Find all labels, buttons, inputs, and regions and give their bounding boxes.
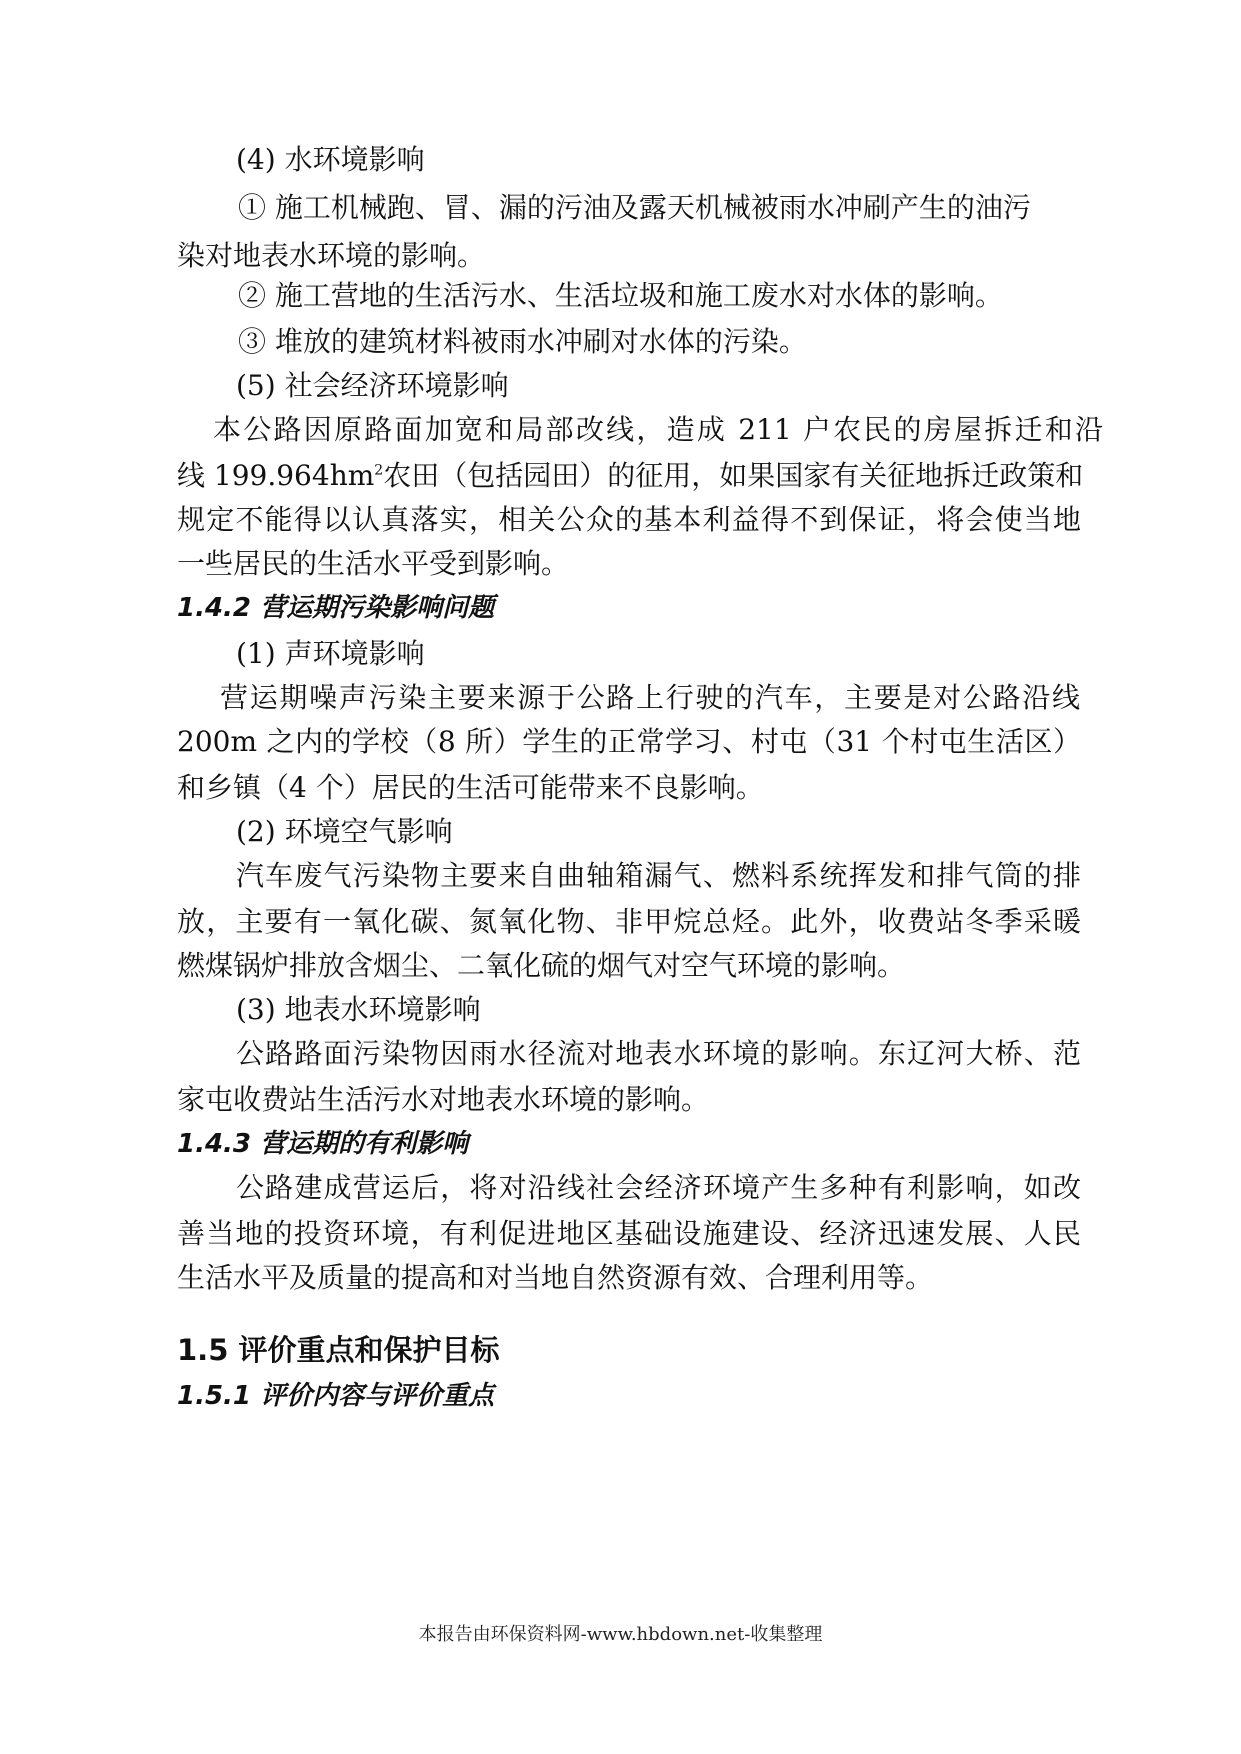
section-heading-water-impact: (4) 水环境影响	[236, 143, 425, 176]
paragraph-line	[177, 458, 1083, 494]
area-continued: 农田（包括园田）的征用，如果国家有关征地拆迁政策和	[383, 459, 1084, 492]
section-heading-surface-water: (3) 地表水环境影响	[236, 993, 481, 1026]
subsection-heading-1-5-1: 1.5.1 评价内容与评价重点	[177, 1381, 495, 1411]
section-heading-air: (2) 环境空气影响	[236, 815, 453, 848]
section-heading-1-5: 1.5 评价重点和保护目标	[177, 1333, 500, 1367]
paragraph-line: ② 施工营地的生活污水、生活垃圾和施工废水对水体的影响。	[238, 279, 1003, 312]
page-footer: 本报告由环保资料网-www.hbdown.net-收集整理	[418, 1624, 823, 1645]
section-heading-social-impact: (5) 社会经济环境影响	[236, 369, 509, 402]
paragraph-line: 善当地的投资环境，有利促进地区基础设施建设、经济迅速发展、人民	[177, 1217, 1081, 1250]
paragraph-line: 200m 之内的学校（8 所）学生的正常学习、村屯（31 个村屯生活区）	[177, 725, 1081, 758]
area-value: 线 199.964hm	[177, 459, 375, 492]
subsection-heading-1-4-3: 1.4.3 营运期的有利影响	[177, 1129, 469, 1159]
paragraph-line: 营运期噪声污染主要来源于公路上行驶的汽车，主要是对公路沿线	[220, 681, 1080, 714]
paragraph-line: 本公路因原路面加宽和局部改线，造成 211 户农民的房屋拆迁和沿	[213, 413, 1103, 446]
paragraph-line: 生活水平及质量的提高和对当地自然资源有效、合理利用等。	[177, 1261, 934, 1294]
section-heading-noise: (1) 声环境影响	[236, 637, 425, 670]
paragraph-line: 规定不能得以认真落实，相关公众的基本利益得不到保证，将会使当地	[177, 503, 1081, 536]
paragraph-line: 燃煤锅炉排放含烟尘、二氧化硫的烟气对空气环境的影响。	[177, 949, 906, 982]
paragraph-line: 染对地表水环境的影响。	[177, 239, 486, 272]
paragraph-line: 家屯收费站生活污水对地表水环境的影响。	[177, 1083, 710, 1116]
paragraph-line: 和乡镇（4 个）居民的生活可能带来不良影响。	[177, 771, 764, 804]
subsection-heading-1-4-2: 1.4.2 营运期污染影响问题	[177, 593, 495, 623]
paragraph-line: 公路路面污染物因雨水径流对地表水环境的影响。东辽河大桥、范	[236, 1037, 1081, 1070]
paragraph-line: 汽车废气污染物主要来自曲轴箱漏气、燃料系统挥发和排气筒的排	[236, 859, 1081, 892]
paragraph-line: ① 施工机械跑、冒、漏的污油及露天机械被雨水冲刷产生的油污	[238, 191, 1031, 224]
paragraph-line: ③ 堆放的建筑材料被雨水冲刷对水体的污染。	[238, 325, 807, 358]
paragraph-line: 放，主要有一氧化碳、氮氧化物、非甲烷总烃。此外，收费站冬季采暖	[177, 905, 1081, 938]
superscript: 2	[374, 462, 384, 479]
paragraph-line: 一些居民的生活水平受到影响。	[177, 547, 570, 580]
paragraph-line: 公路建成营运后，将对沿线社会经济环境产生多种有利影响，如改	[236, 1171, 1081, 1204]
